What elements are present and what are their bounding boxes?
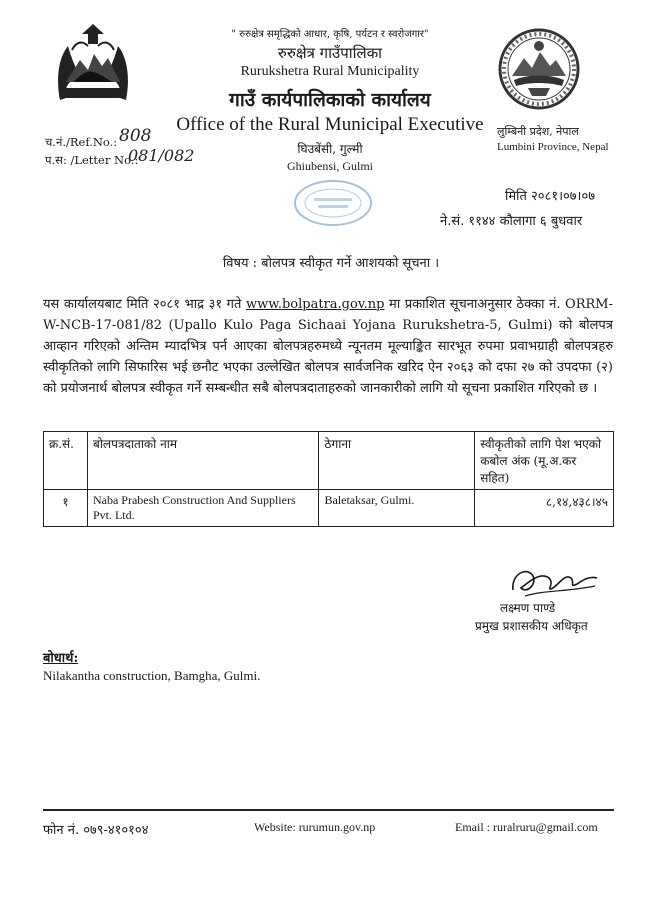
ref-number-value: 808: [119, 126, 152, 146]
letter-number-label: प.स: /Letter No.:: [45, 153, 139, 167]
office-name-english: Office of the Rural Municipal Executive: [176, 114, 484, 135]
motto-text: " रुरुक्षेत्र समृद्धिको आधार, कृषि, पर्यटन र स्वरोजगार": [231, 29, 429, 40]
body-text-part2: मा प्रकाशित सूचनाअनुसार ठेक्का नं. ORRM-W-NCB-17-081/82 (Upallo Kulo Paga Sichaai Yojana Rurukshetra-5, Gulmi) को बोलपत्र आव्हान गरिएको अन्तिम म्यादभित्र पर्न आएका बोलपत्रहरुमध्ये न्यूनतम मूल्याङ्कित सारभूत रुपमा प्रवाभग्राही बोलपत्रहरु स्वीकृतिको लागि सिफारिस भई छनौट भएका उल्लेखित बोलपत्र सार्वजनिक खरिद ऐन २०६३ को दफा २७ को उपदफा (२) को प्रयोजनार्थ बोलपत्र स्वीकृत गर्ने सम्बन्धीत सबै बोलपत्रदाताहरुको जानकारीको लागि यो सूचना प्रकाशित गरिएको छ ।: [43, 297, 613, 396]
notice-subject: विषय : बोलपत्र स्वीकृत गर्ने आशयको सूचना ।: [222, 256, 440, 271]
cell-serial: १: [44, 490, 88, 527]
location-english: Ghiubensi, Gulmi: [287, 159, 373, 173]
signer-title: प्रमुख प्रशासकीय अधिकृत: [475, 619, 588, 633]
table-header-row: [44, 432, 614, 490]
ref-number-label: च.नं./Ref.No.:: [45, 135, 118, 149]
province-nepali: लुम्बिनी प्रदेश, नेपाल: [497, 125, 579, 138]
footer-divider: [43, 809, 614, 811]
bid-table: [43, 431, 614, 527]
footer-website[interactable]: Website: rurumun.gov.np: [254, 820, 376, 834]
footer-email[interactable]: Email : ruralruru@gmail.com: [455, 820, 598, 834]
signer-name: लक्ष्मण पाण्डे: [500, 601, 556, 615]
cell-bidder-name: Naba Prabesh Construction And Suppliers Pvt. Ltd.: [87, 490, 319, 527]
header-serial: क्र.सं.: [44, 432, 88, 490]
date-nepal-sambat: ने.सं. ११४४ कौलागा ६ बुधवार: [440, 214, 583, 229]
office-stamp-icon: [292, 178, 374, 228]
bolpatra-link[interactable]: www.bolpatra.gov.np: [246, 297, 385, 312]
date-bikram-sambat: मिति २०८१।०७।०७: [505, 189, 595, 204]
body-text-part1: यस कार्यालयबाट मिति २०८१ भाद्र ३१ गते: [43, 297, 246, 312]
nepal-emblem-icon: [52, 20, 134, 108]
letter-number-value: 081/082: [128, 146, 195, 165]
office-name-nepali: गाउँ कार्यपालिकाको कार्यालय: [229, 89, 431, 111]
location-nepali: घिउबेंसी, गुल्मी: [297, 142, 363, 156]
footer-phone: फोन नं. ०७९-४१०१०४: [43, 823, 149, 838]
header-bid-amount: स्वीकृतीको लागि पेश भएको कबोल अंक (मू.अ.कर सहित): [475, 432, 614, 490]
cc-heading: बोधार्थ:: [43, 651, 79, 666]
notice-body: [43, 294, 613, 399]
header-address: ठेगाना: [319, 432, 475, 490]
cell-bid-amount: ८,१४,४३८।४५: [475, 490, 614, 527]
table-row: [44, 490, 614, 527]
cc-recipient: Nilakantha construction, Bamgha, Gulmi.: [43, 668, 261, 683]
municipality-name-nepali: रुरुक्षेत्र गाउँपालिका: [277, 44, 383, 62]
municipality-seal-icon: [498, 28, 580, 110]
province-english: Lumbini Province, Nepal: [497, 141, 609, 153]
cell-address: Baletaksar, Gulmi.: [319, 490, 475, 527]
header-bidder-name: बोलपत्रदाताको नाम: [87, 432, 319, 490]
municipality-name-english: Rurukshetra Rural Municipality: [240, 64, 420, 79]
